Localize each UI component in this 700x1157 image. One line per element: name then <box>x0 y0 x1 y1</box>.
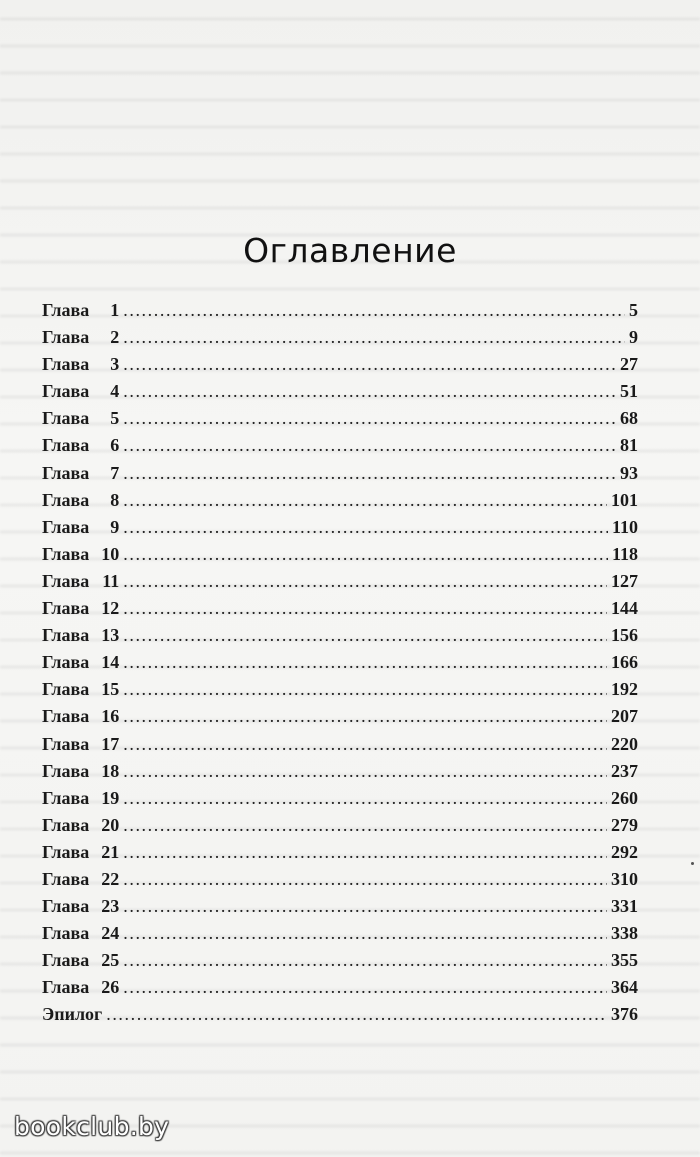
toc-entry-number: 23 <box>101 896 120 917</box>
toc-entry-page: 156 <box>611 625 638 646</box>
toc-entry <box>42 815 638 842</box>
toc-entry <box>42 896 638 923</box>
toc-entry-word: Глава <box>42 489 90 510</box>
toc-entry-page: 51 <box>620 381 638 402</box>
toc-entry <box>42 706 638 733</box>
dot-leader <box>123 679 607 700</box>
dot-leader <box>123 571 607 592</box>
dot-leader <box>106 1004 607 1025</box>
toc-entry-word: Глава <box>42 516 90 537</box>
toc-entry-word: Глава <box>42 787 90 808</box>
toc-entry-number: 20 <box>101 814 120 835</box>
toc-entry-word: Глава <box>42 923 90 944</box>
toc-entry <box>42 381 638 408</box>
toc-entry <box>42 463 638 490</box>
toc-entry-number: 6 <box>110 435 120 456</box>
toc-entry-page: 376 <box>611 1004 638 1025</box>
toc-entry-label <box>42 842 119 863</box>
toc-entry-number: 15 <box>101 679 120 700</box>
dot-leader <box>123 815 607 836</box>
toc-entry-label <box>42 598 119 619</box>
toc-entry-number: 17 <box>101 733 120 754</box>
toc-entry-label <box>42 327 119 348</box>
toc-entry <box>42 869 638 896</box>
toc-entry-page: 292 <box>611 841 638 862</box>
toc-entry-page: 118 <box>611 543 638 564</box>
toc-entry-page: 127 <box>611 570 638 591</box>
toc-entry-number: 8 <box>110 489 120 510</box>
toc-entry-label <box>42 544 119 565</box>
toc-entry-label <box>42 788 119 809</box>
toc-entry-word: Глава <box>42 354 90 375</box>
dot-leader <box>123 327 625 348</box>
toc-entry-word: Глава <box>42 570 90 591</box>
toc-entry-label <box>42 652 119 673</box>
dot-leader <box>123 354 616 375</box>
toc-entry-page: 237 <box>611 760 638 781</box>
toc-entry <box>42 517 638 544</box>
toc-entry-page: 9 <box>629 327 638 348</box>
toc-entry-page: 220 <box>611 733 638 754</box>
toc-entry-word: Глава <box>42 625 90 646</box>
toc-entry-number: 19 <box>101 787 120 808</box>
dot-leader <box>123 761 607 782</box>
toc-entry <box>42 1004 638 1031</box>
toc-entry-number: 1 <box>110 300 120 320</box>
dot-leader <box>123 490 607 511</box>
toc-entry-number: 10 <box>101 543 120 564</box>
toc-entry-label <box>42 869 119 890</box>
toc-entry <box>42 923 638 950</box>
dot-leader <box>123 300 625 321</box>
dot-leader <box>123 706 607 727</box>
toc-entry-page: 192 <box>611 679 638 700</box>
toc-entry <box>42 354 638 381</box>
dot-leader <box>123 544 608 565</box>
toc-entry-page: 68 <box>620 408 638 429</box>
toc-entry-word: Глава <box>42 598 90 619</box>
toc-entry-number: 21 <box>101 841 120 862</box>
toc-entry-number: 26 <box>101 977 120 998</box>
dot-leader <box>123 381 616 402</box>
toc-entry-page: 110 <box>611 516 638 537</box>
toc-entry-page: 279 <box>611 814 638 835</box>
toc-entry-word: Глава <box>42 814 90 835</box>
dot-leader <box>123 435 616 456</box>
toc-entry-word: Глава <box>42 679 90 700</box>
toc-entry <box>42 435 638 462</box>
toc-entry-page: 101 <box>611 489 638 510</box>
toc-entry-number: 14 <box>101 652 120 673</box>
toc-entry-number: 2 <box>110 327 120 348</box>
toc-entry-label <box>42 761 119 782</box>
toc-entry-word: Глава <box>42 977 90 998</box>
toc-entry-page: 207 <box>611 706 638 727</box>
toc-entry-label <box>42 408 119 429</box>
toc-entry <box>42 734 638 761</box>
toc-entry-page: 364 <box>611 977 638 998</box>
paper-speck <box>691 862 694 865</box>
toc-entry-page: 310 <box>611 868 638 889</box>
toc-entry <box>42 571 638 598</box>
toc-entry-word: Глава <box>42 868 90 889</box>
toc-entry-number: 5 <box>110 408 120 429</box>
toc-entry-page: 5 <box>629 300 638 320</box>
toc-entry-number: 7 <box>110 462 120 483</box>
toc-entry-label <box>42 463 119 484</box>
toc-entry <box>42 327 638 354</box>
toc-entry-word: Глава <box>42 408 90 429</box>
toc-entry-page: 260 <box>611 787 638 808</box>
toc-entry-word: Глава <box>42 327 90 348</box>
dot-leader <box>123 977 607 998</box>
toc-entry-label <box>42 977 119 998</box>
toc-entry-word: Глава <box>42 760 90 781</box>
toc-entry-label <box>42 706 119 727</box>
toc-entry <box>42 950 638 977</box>
dot-leader <box>123 463 616 484</box>
toc-entry-word: Глава <box>42 543 90 564</box>
toc-entry-number: 25 <box>101 950 120 971</box>
toc-entry-word: Глава <box>42 652 90 673</box>
toc-entry-page: 81 <box>620 435 638 456</box>
toc-entry-word: Глава <box>42 841 90 862</box>
dot-leader <box>123 950 607 971</box>
toc-entry-label <box>42 734 119 755</box>
toc-entry-word: Эпилог <box>42 1004 103 1025</box>
dot-leader <box>123 598 607 619</box>
toc-entry <box>42 652 638 679</box>
toc-entry-word: Глава <box>42 733 90 754</box>
toc-entry-label <box>42 354 119 375</box>
toc-entry-label <box>42 896 119 917</box>
dot-leader <box>123 896 607 917</box>
toc-entry-label <box>42 435 119 456</box>
toc-entry <box>42 788 638 815</box>
dot-leader <box>123 842 607 863</box>
toc-entry-word: Глава <box>42 462 90 483</box>
toc-entry-label <box>42 923 119 944</box>
toc-entry-page: 93 <box>620 462 638 483</box>
toc-entry-label <box>42 1004 102 1025</box>
toc-entry-label <box>42 300 119 321</box>
toc-entry <box>42 490 638 517</box>
toc-entry-label <box>42 679 119 700</box>
page-title: Оглавление <box>243 231 457 270</box>
dot-leader <box>123 625 607 646</box>
toc-entry <box>42 408 638 435</box>
dot-leader <box>123 517 608 538</box>
toc-entry-number: 9 <box>110 516 120 537</box>
toc-entry-label <box>42 490 119 511</box>
toc-entry-page: 338 <box>611 923 638 944</box>
toc-entry-page: 144 <box>611 598 638 619</box>
toc-entry-page: 166 <box>611 652 638 673</box>
table-of-contents <box>42 300 638 1032</box>
dot-leader <box>123 408 616 429</box>
watermark: bookclub.by <box>14 1112 170 1141</box>
toc-entry <box>42 625 638 652</box>
toc-entry-number: 3 <box>110 354 120 375</box>
dot-leader <box>123 923 607 944</box>
toc-entry-number: 13 <box>101 625 120 646</box>
toc-entry-page: 27 <box>620 354 638 375</box>
toc-entry-number: 12 <box>101 598 120 619</box>
toc-entry-page: 331 <box>611 896 638 917</box>
toc-entry-label <box>42 815 119 836</box>
toc-entry <box>42 598 638 625</box>
toc-entry-label <box>42 571 119 592</box>
toc-entry-word: Глава <box>42 435 90 456</box>
dot-leader <box>123 869 607 890</box>
dot-leader <box>123 652 607 673</box>
toc-entry-label <box>42 517 119 538</box>
toc-entry-word: Глава <box>42 706 90 727</box>
toc-entry-word: Глава <box>42 950 90 971</box>
toc-entry-label <box>42 381 119 402</box>
toc-entry-word: Глава <box>42 300 90 320</box>
toc-entry-label <box>42 950 119 971</box>
toc-entry-number: 11 <box>102 570 120 591</box>
dot-leader <box>123 788 607 809</box>
toc-entry-number: 24 <box>101 923 120 944</box>
toc-entry <box>42 679 638 706</box>
toc-entry-word: Глава <box>42 896 90 917</box>
toc-entry-number: 18 <box>101 760 120 781</box>
toc-entry-number: 16 <box>101 706 120 727</box>
toc-entry-number: 22 <box>101 868 120 889</box>
dot-leader <box>123 734 607 755</box>
toc-entry <box>42 544 638 571</box>
toc-entry-label <box>42 625 119 646</box>
toc-entry <box>42 842 638 869</box>
toc-entry <box>42 300 638 327</box>
toc-entry-word: Глава <box>42 381 90 402</box>
toc-entry <box>42 761 638 788</box>
toc-entry <box>42 977 638 1004</box>
toc-entry-page: 355 <box>611 950 638 971</box>
toc-entry-number: 4 <box>110 381 120 402</box>
